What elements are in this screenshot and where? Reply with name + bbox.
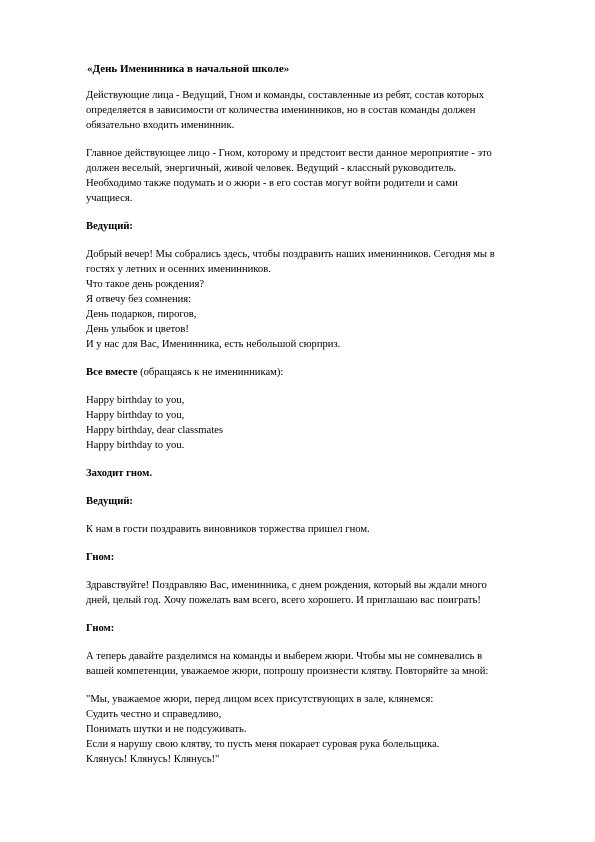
speaker-name: Гном: xyxy=(86,623,115,634)
speaker-line xyxy=(86,494,546,509)
text-line: обязательно входить именинник. xyxy=(86,120,235,131)
text-line: Что такое день рождения? xyxy=(86,279,205,290)
speaker-name: Ведущий: xyxy=(86,221,133,232)
paragraph xyxy=(86,649,546,679)
text-line: Happy birthday, dear classmates xyxy=(86,425,223,436)
text-line: Happy birthday to you, xyxy=(86,410,185,421)
paragraph xyxy=(86,578,546,608)
text-line: вашей компетенции, уважаемое жюри, попрошу произнести клятву. Повторяйте за мной: xyxy=(86,666,489,677)
text-line: Судить честно и справедливо, xyxy=(86,709,222,720)
text-line: Happy birthday to you. xyxy=(86,440,185,451)
text-line: определяется в зависимости от количества именинников, но в состав команды должен xyxy=(86,105,476,116)
text-line: Главное действующее лицо - Гном, которому и предстоит вести данное мероприятие - это xyxy=(86,148,492,159)
text-line: А теперь давайте разделимся на команды и выберем жюри. Чтобы мы не сомневались в xyxy=(86,651,483,662)
text-line: Необходимо также подумать и о жюри - в его состав могут войти родители и сами xyxy=(86,178,458,189)
text-line: День улыбок и цветов! xyxy=(86,324,189,335)
text-line: Я отвечу без сомнения: xyxy=(86,294,192,305)
paragraph xyxy=(86,692,546,767)
text-line: Happy birthday to you, xyxy=(86,395,185,406)
speaker-name: Ведущий: xyxy=(86,496,133,507)
text-line: Клянусь! Клянусь! Клянусь!" xyxy=(86,754,220,765)
paragraph xyxy=(86,146,546,206)
document-title: «День Именинника в начальной школе» xyxy=(87,63,290,75)
document-body xyxy=(86,88,546,780)
text-line: Если я нарушу свою клятву, то пусть меня покарает суровая рука болельщика. xyxy=(86,739,440,750)
speaker-name: Заходит гном. xyxy=(86,468,152,479)
speaker-name: Гном: xyxy=(86,552,115,563)
paragraph xyxy=(86,88,546,133)
text-line: должен веселый, энергичный, живой человек. Ведущий - классный руководитель. xyxy=(86,163,457,174)
text-line: учащиеся. xyxy=(86,193,133,204)
text-line: И у нас для Вас, Именинника, есть небольшой сюрприз. xyxy=(86,339,341,350)
text-line: дней, целый год. Хочу пожелать вам всего, всего хорошего. И приглашаю вас поиграть! xyxy=(86,595,481,606)
paragraph xyxy=(86,522,546,537)
speaker-line xyxy=(86,466,546,481)
text-line: Добрый вечер! Мы собрались здесь, чтобы поздравить наших именинников. Сегодня мы в xyxy=(86,249,495,260)
stage-direction: (обращаясь к не именинникам): xyxy=(137,367,284,378)
text-line: "Мы, уважаемое жюри, перед лицом всех присутствующих в зале, клянемся: xyxy=(86,694,434,705)
speaker-line xyxy=(86,621,546,636)
paragraph xyxy=(86,393,546,453)
speaker-line xyxy=(86,219,546,234)
speaker-line xyxy=(86,365,546,380)
text-line: К нам в гости поздравить виновников торжества пришел гном. xyxy=(86,524,370,535)
text-line: Здравствуйте! Поздравляю Вас, именинника, с днем рождения, который вы ждали много xyxy=(86,580,487,591)
text-line: Понимать шутки и не подсуживать. xyxy=(86,724,247,735)
text-line: Действующие лица - Ведущий, Гном и команды, составленные из ребят, состав которых xyxy=(86,90,485,101)
text-line: День подарков, пирогов, xyxy=(86,309,197,320)
speaker-line xyxy=(86,550,546,565)
text-line: гостях у летних и осенних именинников. xyxy=(86,264,271,275)
speaker-name: Все вместе xyxy=(86,367,138,378)
paragraph xyxy=(86,247,546,352)
